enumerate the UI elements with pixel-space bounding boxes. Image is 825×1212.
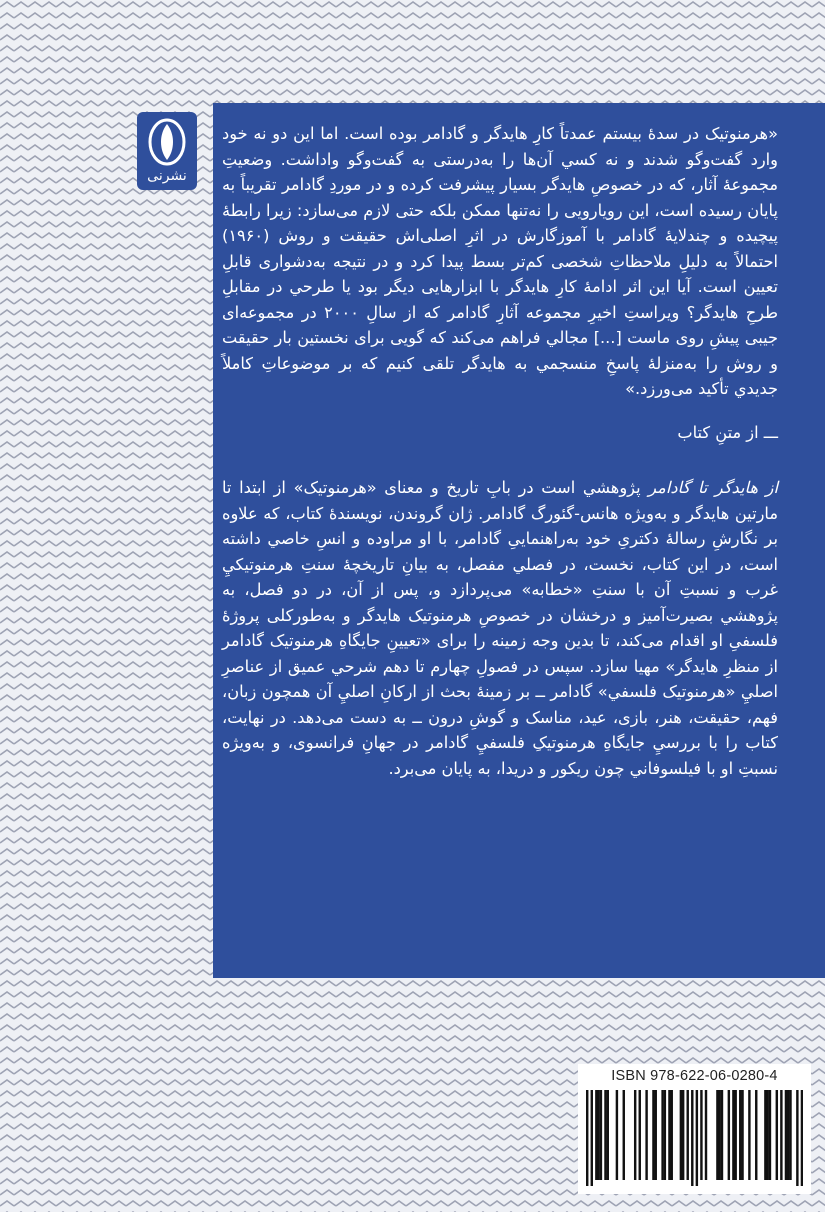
barcode-bar	[607, 1090, 609, 1180]
barcode-bar	[661, 1090, 663, 1180]
description-text: پژوهشي است در بابِ تاریخ و معنای «هرمنوتیک» از ابتدا تا مارتین هایدگر و به‌ویژه هانس-گئورگ گادامر. ژان گروندن، نویسندهٔ کتاب، که علاوه بر نگارشِ رسالهٔ دکتریِ خود به‌راهنماییِ گادامر، با او مراوده و انسِ خاصي داشته است، در این کتاب، نخست، در فصلي مفصل، به بیانِ تاریخچهٔ سنتِ هرمنوتیکيِ غرب و نسبتِ آن با سنتِ «خطابه» می‌پردازد و، پس از آن، در دو فصل، به پژوهشي بصیرت‌آمیز و درخشان در خصوصِ هرمنوتیک هایدگر و به‌طورکلی پروژهٔ فلسفیِ او اقدام می‌کند، تا بدین وجه زمینه را برای «تعیینِ جایگاهِ هرمنوتیک گادامر از منظرِ هایدگر» مهیا سازد. سپس در فصولِ چهارم تا دهم شرحي عمیق از عناصرِ اصليِ «هرمنوتیک فلسفي» گادامر ــ بر زمینهٔ بحث از ارکانِ اصليِ آن همچون زبان، فهم، حقیقت، هنر، بازی، عید، مناسک و گوشِ درون ــ به دست می‌دهد. در نهایت، کتاب را با بررسيِ جایگاهِ هرمنوتیکِ فلسفيِ گادامر در جهانِ فرانسوی، و به‌ویژه نسبتِ او با فیلسوفاني چون ریکور و دریدا، به پایان می‌برد.	[222, 478, 778, 778]
barcode-bar	[787, 1090, 789, 1180]
publisher-name: نشرنی	[147, 168, 187, 184]
barcode-bar	[764, 1090, 766, 1180]
barcode-bar	[586, 1090, 588, 1186]
barcode-bar	[718, 1090, 720, 1180]
drop-icon	[147, 118, 187, 166]
barcode-bar	[655, 1090, 657, 1180]
barcode-bar	[728, 1090, 730, 1180]
isbn-barcode-area	[578, 1064, 811, 1194]
barcode-bar	[796, 1090, 798, 1186]
barcode-bar	[652, 1090, 654, 1180]
barcode-bar	[716, 1090, 718, 1180]
barcode-bar	[634, 1090, 636, 1180]
barcode-bar	[597, 1090, 599, 1180]
barcode-bar	[748, 1090, 750, 1180]
barcode-bar	[705, 1090, 707, 1180]
barcode-bar	[789, 1090, 791, 1180]
barcode-bar	[741, 1090, 743, 1180]
barcode-bar	[776, 1090, 778, 1180]
barcode-bar	[623, 1090, 625, 1180]
barcode-bar	[682, 1090, 684, 1180]
barcode-bar	[639, 1090, 641, 1180]
barcode-bar	[755, 1090, 757, 1180]
book-title: از هایدگر تا گادامر	[648, 478, 778, 497]
barcode-bar	[721, 1090, 723, 1180]
book-description	[222, 475, 778, 781]
barcode-bar	[668, 1090, 670, 1180]
barcode-bar	[734, 1090, 736, 1180]
barcode-bar	[785, 1090, 787, 1180]
isbn-label: ISBN 978-622-06-0280-4	[611, 1068, 778, 1084]
quote-source: ـــ از متنِ کتاب	[677, 422, 778, 442]
barcode-bar	[700, 1090, 702, 1180]
barcode-bar	[604, 1090, 606, 1180]
barcode-bar	[591, 1090, 593, 1186]
barcode-bar	[769, 1090, 771, 1180]
barcode-bar	[645, 1090, 647, 1180]
barcode-bar	[600, 1090, 602, 1180]
barcode-bar	[732, 1090, 734, 1180]
back-cover-text	[222, 121, 778, 781]
barcode-bar	[696, 1090, 698, 1186]
barcode-bar	[766, 1090, 768, 1180]
barcode-bar	[739, 1090, 741, 1180]
barcode-bar	[801, 1090, 803, 1186]
barcode	[586, 1090, 803, 1186]
barcode-bar	[671, 1090, 673, 1180]
barcode-bar	[680, 1090, 682, 1180]
barcode-bar	[780, 1090, 782, 1180]
barcode-bar	[616, 1090, 618, 1180]
publisher-logo	[137, 112, 197, 190]
barcode-bar	[687, 1090, 689, 1180]
barcode-bar	[691, 1090, 693, 1186]
barcode-bar	[595, 1090, 597, 1180]
barcode-bar	[664, 1090, 666, 1180]
book-quote: «هرمنوتیک در سدهٔ بیستم عمدتاً کارِ هایدگر و گادامر بوده است. اما این دو نه خود وارد گفت‌وگو شدند و نه کسي آن‌ها را به‌درستی به گفت‌وگو واداشت. وضعیتِ مجموعهٔ آثار، که در خصوصِ هایدگر بسیار پیشرفت کرده و در موردِ گادامر تقریباً به پایان رسیده است، این رویارویی را نه‌تنها ممکن بلکه حتی لازم می‌سازد: زیرا رابطهٔ پیچیده و چندلایهٔ گادامر با آموزگارش در اثرِ اصلی‌اش حقیقت و روش (۱۹۶۰) احتمالاً به دلیلِ ملاحظاتِ شخصی کم‌تر بسط پیدا کرد و در نتیجه به‌دشواری قابلِ تعیین است. آیا این اثر ادامهٔ کارِ هایدگر با ابزارهایی دیگر بود یا طرحي در مقابلِ طرحِ هایدگر؟ ویراستِ اخیرِ مجموعه آثارِ گادامر که از سالِ ۲۰۰۰ در مجموعه‌ای جیبی پیشِ روی ماست [...] مجالي فراهم می‌کند که گویی برای نخستین بار حقیقت و روش را به‌منزلهٔ پاسخِ منسجمي به هایدگر تلقی کنیم که بر موضوعاتِ کاملاً جدیدي تأکید می‌ورزد.»	[222, 124, 778, 398]
